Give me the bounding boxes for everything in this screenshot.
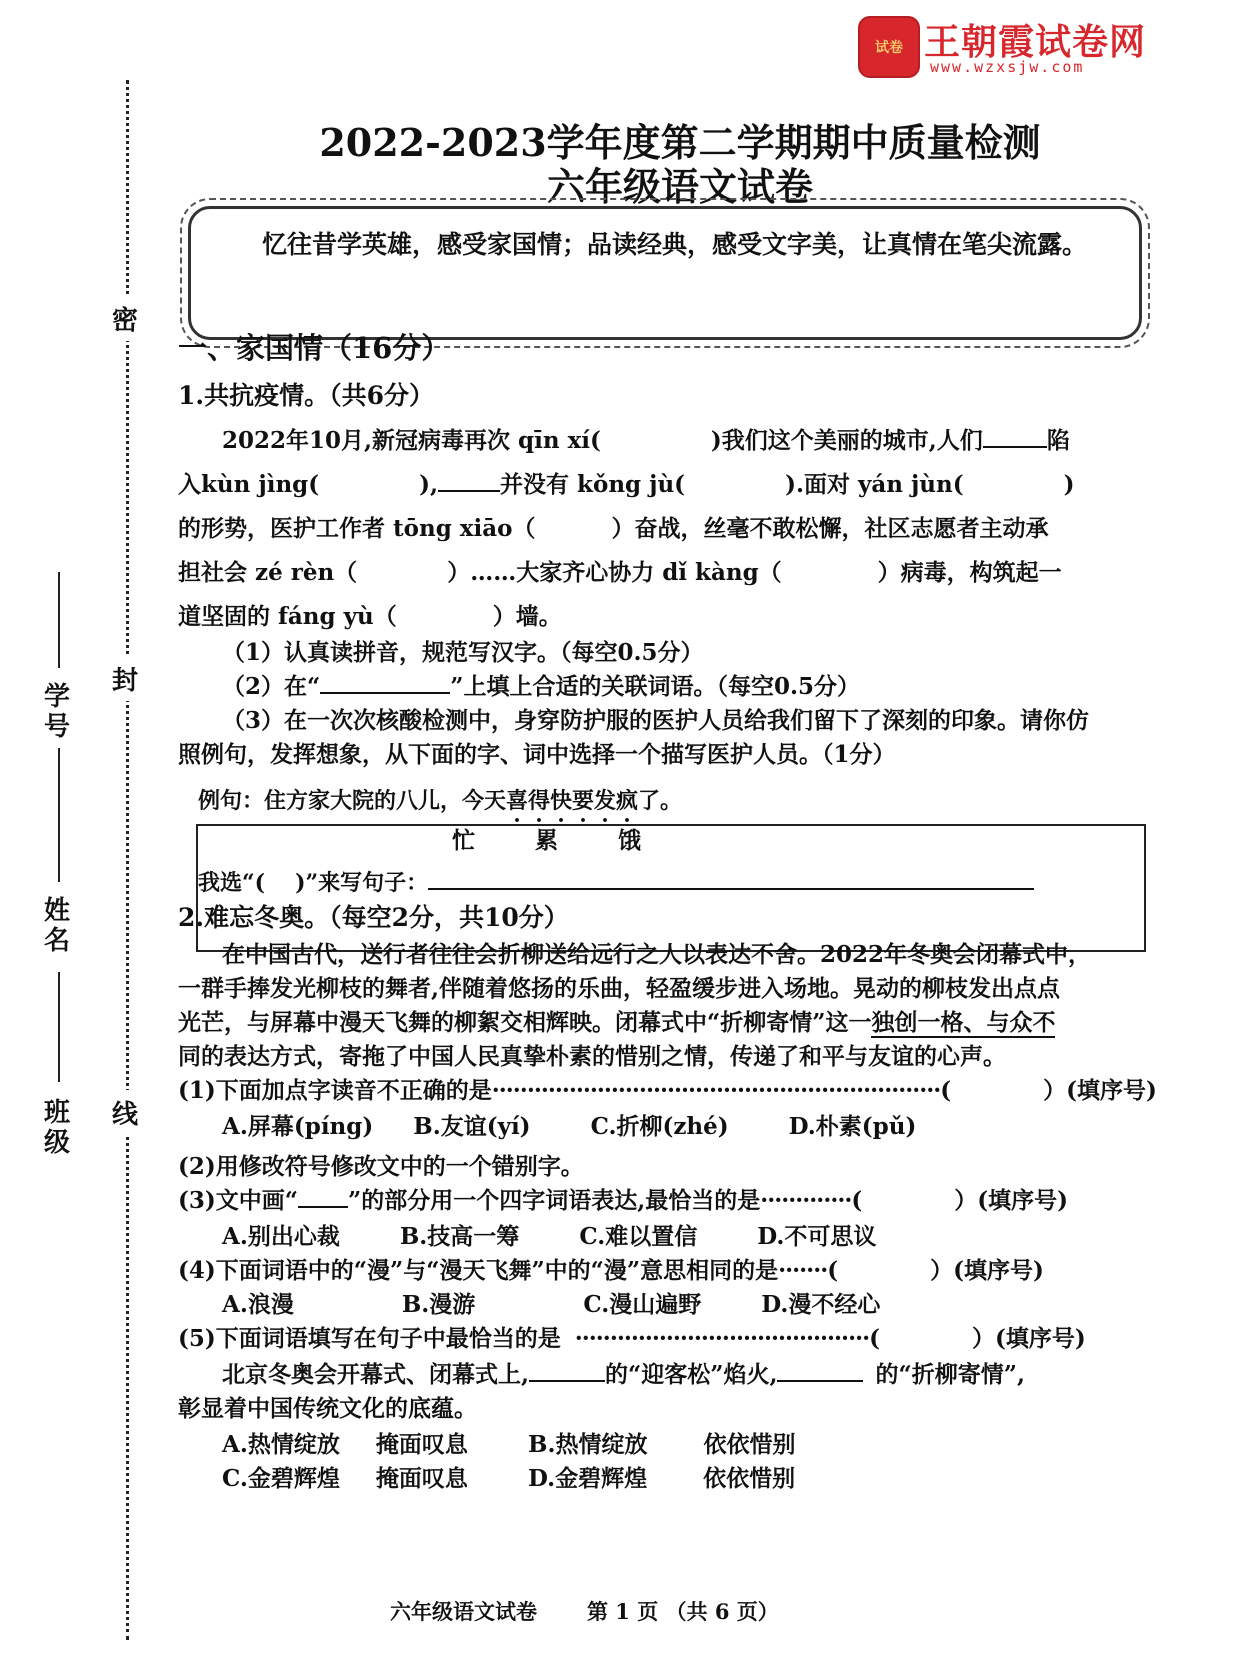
blank[interactable] [298, 1186, 348, 1208]
sub-question: （2）在“ ”上填上合适的关联词语。（每空0.5分） [222, 673, 860, 700]
sub-question: (5)下面词语填写在句子中最恰当的是 ··········································( ）(填序号) [178, 1325, 1086, 1352]
logo-seal: 试卷 [858, 16, 920, 78]
option-C[interactable]: C.金碧辉煌 掩面叹息 [222, 1465, 468, 1492]
options-row: A.浪漫 B.漫游 C.漫山遍野 D.漫不经心 [222, 1291, 881, 1318]
passage-line: 担社会 zé rèn（ ）……大家齐心协力 dǐ kàng（ ）病毒，构筑起一 [178, 559, 1062, 586]
fill-sentence: 北京冬奥会开幕式、闭幕式上, 的“迎客松”焰火, 的“折柳寄情”, [222, 1361, 1025, 1388]
blank[interactable] [529, 1360, 605, 1382]
blank[interactable] [320, 672, 450, 694]
site-logo [858, 14, 1178, 76]
sub-question: （1）认真读拼音，规范写汉字。（每空0.5分） [222, 639, 704, 666]
logo-url: www.wzxsjw.com [930, 58, 1085, 76]
option-A[interactable]: A.热情绽放 掩面叹息 [222, 1431, 468, 1458]
passage-line: 在中国古代，送行者往往会折柳送给远行之人以表达不舍。2022年冬奥会闭幕式中， [222, 941, 1092, 968]
option-B[interactable]: B.热情绽放 依依惜别 [528, 1431, 796, 1458]
binding-seal-char: 密 [112, 296, 138, 341]
fill-sentence: 彰显着中国传统文化的底蕴。 [178, 1395, 477, 1422]
passage-line: 道坚固的 fáng yù（ ）墙。 [178, 603, 562, 630]
blank[interactable] [438, 470, 500, 492]
question-title: 2.难忘冬奥。（每空2分，共10分） [178, 903, 569, 932]
motto-text: 忆往昔学英雄，感受家国情；品读经典，感受文字美，让真情在笔尖流露。 [262, 230, 1088, 259]
section-title: 一、家国情（16分） [178, 331, 451, 365]
options-row: A.屏幕(píng) B.友谊(yí) C.折柳(zhé) D.朴素(pǔ) [222, 1113, 917, 1140]
options-row: A.别出心裁 B.技高一筹 C.难以置信 D.不可思议 [222, 1223, 877, 1250]
passage-line: 一群手捧发光柳枝的舞者,伴随着悠扬的乐曲，轻盈缓步进入场地。晃动的柳枝发出点点 [178, 975, 1061, 1002]
example-choices: 忙 累 饿 [452, 827, 641, 854]
logo-name: 王朝霞试卷网 [924, 22, 1147, 63]
binding-line-char: 线 [112, 1090, 138, 1135]
passage-line: 光芒，与屏幕中漫天飞舞的柳絮交相辉映。闭幕式中“折柳寄情”这一独创一格、与众不 [178, 1009, 1056, 1036]
blank[interactable] [777, 1360, 863, 1382]
sub-question: 照例句，发挥想象，从下面的字、词中选择一个描写医护人员。（1分） [178, 741, 896, 768]
page-footer: 六年级语文试卷 第 1 页 （共 6 页） [390, 1599, 779, 1624]
sentence-blank[interactable] [428, 868, 1034, 890]
page-subtitle: 六年级语文试卷 [546, 164, 813, 209]
sub-question: (1)下面加点字读音不正确的是································································( ）(填序号) [178, 1077, 1157, 1104]
passage-line: 2022年10月,新冠病毒再次 qīn xí( )我们这个美丽的城市,人们 陷 [222, 427, 1070, 454]
binding-seal-char: 封 [112, 656, 138, 701]
student-no-label: 学号 [44, 682, 71, 742]
sub-question: (2)用修改符号修改文中的一个错别字。 [178, 1153, 584, 1180]
sub-question: （3）在一次次核酸检测中，身穿防护服的医护人员给我们留下了深刻的印象。请你仿 [222, 707, 1090, 734]
passage-line: 的形势，医护工作者 tōng xiāo（ ）奋战，丝毫不敢松懈，社区志愿者主动承 [178, 515, 1049, 542]
sub-question: (3)文中画“ ”的部分用一个四字词语表达,最恰当的是·············( ）(填序号) [178, 1187, 1069, 1214]
blank[interactable] [983, 426, 1047, 448]
name-label: 姓名 [44, 896, 71, 956]
class-blank[interactable] [58, 972, 60, 1082]
name-blank[interactable] [58, 748, 60, 882]
underlined-phrase: 独创一格、与众不 [871, 1009, 1056, 1036]
example-sentence: 例句：住方家大院的八儿，今天喜得快要发疯了。 [198, 788, 683, 814]
page-title: 2022-2023学年度第二学期期中质量检测 [319, 120, 1041, 165]
option-D[interactable]: D.金碧辉煌 依依惜别 [528, 1465, 796, 1492]
passage-line: 同的表达方式，寄拖了中国人民真挚朴素的惜别之情，传递了和平与友谊的心声。 [178, 1043, 1006, 1070]
class-label: 班级 [44, 1098, 71, 1158]
question-title: 1.共抗疫情。（共6分） [178, 381, 434, 410]
passage-line: 入kùn jìng( ), 并没有 kǒng jù( ).面对 yán jùn( ) [178, 471, 1075, 498]
student-no-blank[interactable] [58, 572, 60, 668]
sub-question: (4)下面词语中的“漫”与“漫天飞舞”中的“漫”意思相同的是·······( ）(填序号) [178, 1257, 1044, 1284]
example-write-line: 我选“( )”来写句子： [198, 866, 1034, 897]
